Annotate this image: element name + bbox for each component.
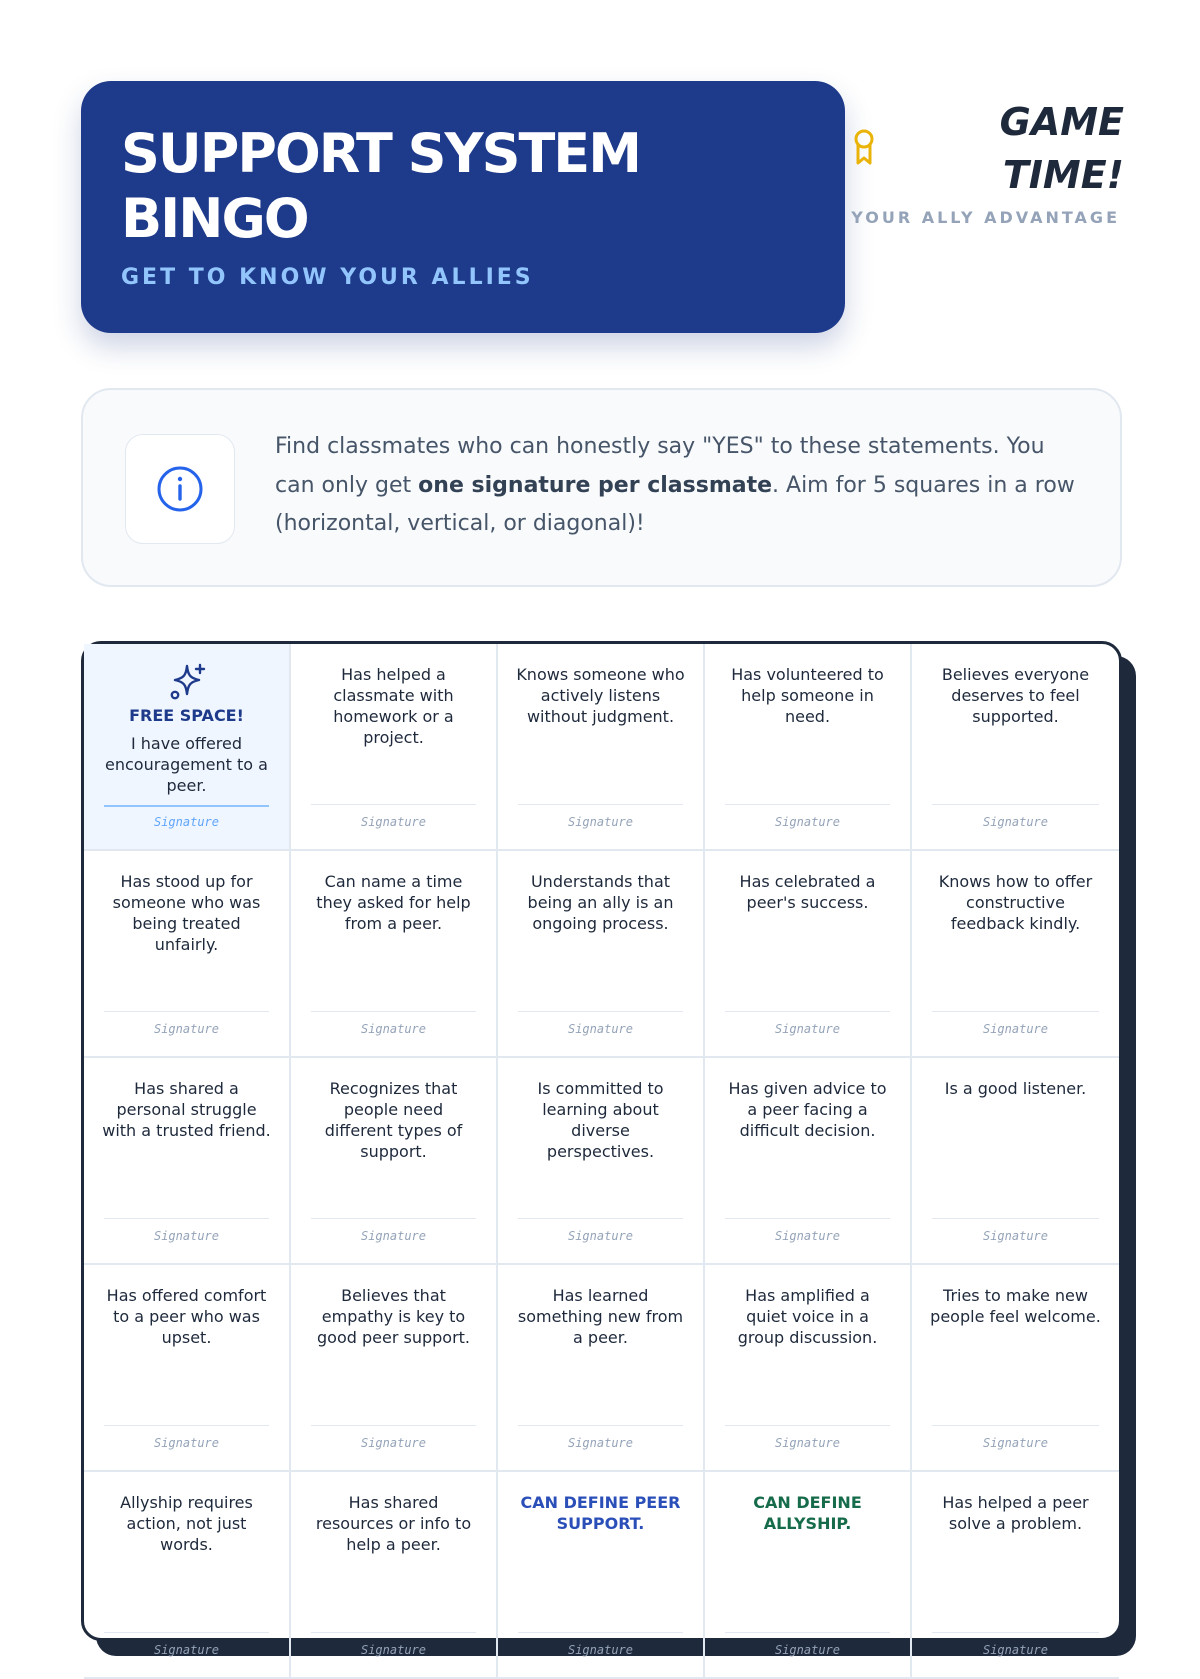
bingo-cell[interactable]: [84, 1472, 291, 1679]
signature-line[interactable]: Signature: [725, 1425, 890, 1450]
bingo-statement: Knows how to offer constructive feedback kindly.: [938, 872, 1093, 933]
bingo-statement: Has celebrated a peer's success.: [739, 872, 876, 912]
bingo-cell[interactable]: [291, 1472, 498, 1679]
bingo-statement: Has given advice to a peer facing a difficult decision.: [728, 1079, 887, 1140]
bingo-statement: Tries to make new people feel welcome.: [930, 1286, 1101, 1326]
bingo-cell[interactable]: [498, 851, 705, 1058]
bingo-statement: Recognizes that people need different types of support.: [324, 1079, 463, 1161]
bingo-cell[interactable]: [912, 851, 1119, 1058]
game-time-label: GAME TIME!: [999, 100, 1124, 197]
bingo-statement: Has learned something new from a peer.: [517, 1286, 684, 1347]
bingo-cell[interactable]: [705, 644, 912, 851]
signature-line[interactable]: Signature: [932, 1011, 1099, 1036]
free-space-label: FREE SPACE!: [129, 706, 244, 725]
sparkle-icon: [167, 662, 207, 702]
signature-line[interactable]: Signature: [725, 1011, 890, 1036]
signature-line[interactable]: Signature: [725, 1632, 890, 1657]
bingo-cell[interactable]: [912, 1058, 1119, 1265]
bingo-statement: Understands that being an ally is an ongoing process.: [527, 872, 674, 933]
signature-line[interactable]: Signature: [932, 804, 1099, 829]
title-banner: [81, 81, 845, 333]
bingo-cell[interactable]: [912, 1472, 1119, 1679]
bingo-statement: Allyship requires action, not just words.: [120, 1493, 253, 1554]
bingo-cell[interactable]: [705, 1265, 912, 1472]
bingo-cell[interactable]: [291, 1058, 498, 1265]
signature-line[interactable]: Signature: [932, 1632, 1099, 1657]
bingo-statement: Has volunteered to help someone in need.: [731, 665, 884, 726]
signature-line[interactable]: Signature: [932, 1425, 1099, 1450]
bingo-statement: Is a good listener.: [944, 1079, 1087, 1098]
signature-line[interactable]: Signature: [932, 1218, 1099, 1243]
bingo-cell[interactable]: [291, 851, 498, 1058]
bingo-cell[interactable]: [912, 1265, 1119, 1472]
signature-line[interactable]: Signature: [104, 1632, 269, 1657]
signature-line[interactable]: Signature: [518, 1218, 683, 1243]
bingo-grid: [81, 641, 1122, 1657]
bingo-cell[interactable]: [84, 1265, 291, 1472]
bingo-cell[interactable]: [498, 644, 705, 851]
instructions-panel: [81, 388, 1122, 587]
signature-line[interactable]: Signature: [104, 1218, 269, 1243]
bingo-statement: Has offered comfort to a peer who was upset.: [106, 1286, 267, 1347]
bingo-statement: Has helped a classmate with homework or a project.: [333, 665, 454, 747]
bingo-cell[interactable]: [498, 1265, 705, 1472]
signature-line[interactable]: Signature: [104, 1425, 269, 1450]
bingo-statement: Knows someone who actively listens without judgment.: [516, 665, 685, 726]
signature-line[interactable]: Signature: [518, 804, 683, 829]
bingo-cell[interactable]: [705, 1058, 912, 1265]
bingo-cell[interactable]: [705, 851, 912, 1058]
signature-line[interactable]: Signature: [311, 804, 476, 829]
signature-line[interactable]: Signature: [311, 1218, 476, 1243]
bingo-statement: Has amplified a quiet voice in a group discussion.: [737, 1286, 878, 1347]
signature-line[interactable]: Signature: [725, 804, 890, 829]
info-icon: [156, 465, 204, 513]
signature-line[interactable]: Signature: [311, 1632, 476, 1657]
bingo-statement: CAN DEFINE PEER SUPPORT.: [520, 1493, 681, 1533]
info-icon-container: [125, 434, 235, 544]
bingo-statement: Has stood up for someone who was being treated unfairly.: [112, 872, 261, 954]
bingo-cell[interactable]: [912, 644, 1119, 851]
signature-line[interactable]: Signature: [518, 1011, 683, 1036]
bingo-statement: Is committed to learning about diverse perspectives.: [537, 1079, 664, 1161]
signature-line[interactable]: Signature: [311, 1011, 476, 1036]
bingo-cell-allyship[interactable]: [705, 1472, 912, 1679]
signature-line[interactable]: Signature: [104, 805, 269, 829]
signature-line[interactable]: Signature: [104, 1011, 269, 1036]
bingo-cell[interactable]: [84, 1058, 291, 1265]
bingo-statement: Believes that empathy is key to good peer support.: [317, 1286, 470, 1347]
bingo-statement: I have offered encouragement to a peer.: [105, 734, 268, 795]
instructions-emphasis: one signature per classmate: [418, 472, 773, 498]
signature-line[interactable]: Signature: [311, 1425, 476, 1450]
bingo-statement: Believes everyone deserves to feel supported.: [941, 665, 1090, 726]
page-subtitle: GET TO KNOW YOUR ALLIES: [121, 265, 534, 290]
bingo-statement: Has helped a peer solve a problem.: [942, 1493, 1089, 1533]
signature-line[interactable]: Signature: [518, 1632, 683, 1657]
page-title: SUPPORT SYSTEM BINGO: [121, 122, 640, 250]
tagline: YOUR ALLY ADVANTAGE: [851, 208, 1120, 227]
bingo-cell[interactable]: [498, 1058, 705, 1265]
bingo-statement: CAN DEFINE ALLYSHIP.: [753, 1493, 862, 1533]
bingo-cell[interactable]: [84, 851, 291, 1058]
signature-line[interactable]: Signature: [518, 1425, 683, 1450]
bingo-cell-free-space[interactable]: [84, 644, 291, 851]
instructions-text: Find classmates who can honestly say "YES" to these statements. You can only get one signature per classmate. Aim for 5 squares in a row (horizontal, vertical, or diagonal)!: [275, 434, 1075, 536]
signature-line[interactable]: Signature: [725, 1218, 890, 1243]
bingo-statement: Has shared a personal struggle with a trusted friend.: [102, 1079, 271, 1140]
bingo-cell[interactable]: [291, 644, 498, 851]
bingo-cell-peer-support[interactable]: [498, 1472, 705, 1679]
bingo-statement: Has shared resources or info to help a peer.: [315, 1493, 472, 1554]
bingo-cell[interactable]: [291, 1265, 498, 1472]
bingo-statement: Can name a time they asked for help from a peer.: [316, 872, 471, 933]
